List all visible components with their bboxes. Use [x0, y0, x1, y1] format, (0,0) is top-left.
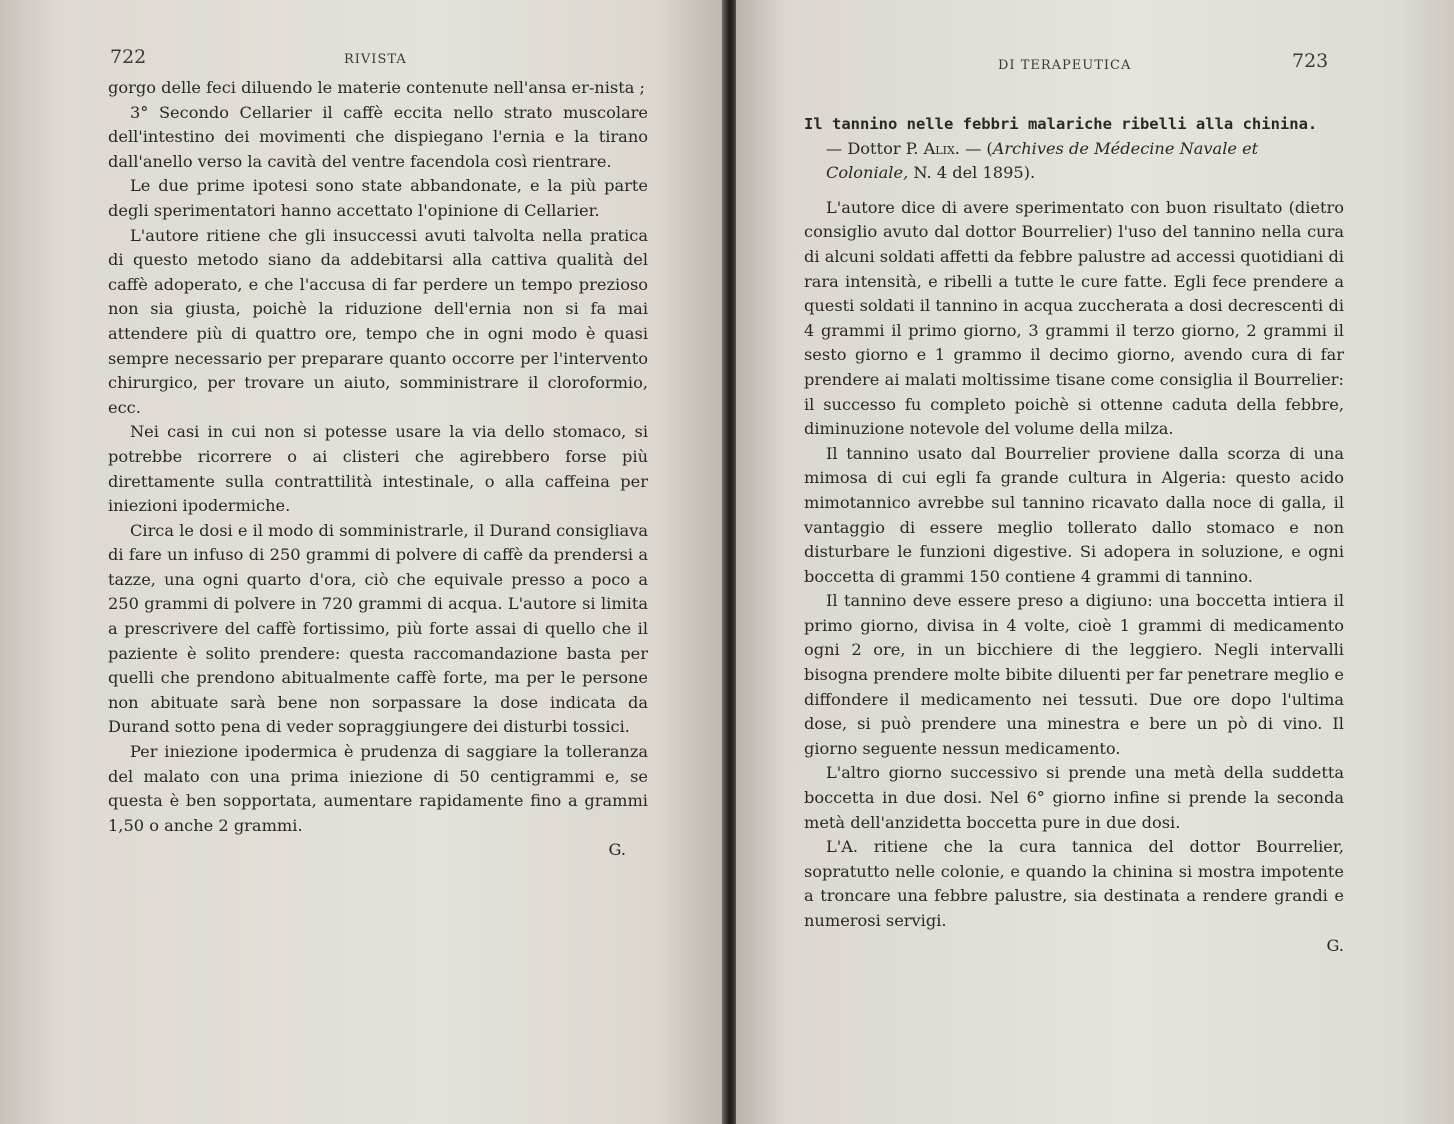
right-running-head: DI TERAPEUTICA — [998, 58, 1132, 73]
paragraph: L'autore ritiene che gli insuccessi avuti talvolta nella pratica di questo metodo siano da addebitarsi alla cattiva qualità del caffè adoperato, e che l'accusa di far perdere un tempo prezioso non sia giusta, poichè la riduzione dell'ernia non si fa mai attendere più di quattro ore, tempo che in ogni modo è quasi sempre necessario per preparare quanto occorre per l'intervento chirurgico, per trovare un aiuto, somministrare il cloroformio, ecc. — [108, 225, 648, 417]
byline-source: Archives de Médecine Navale et Coloniale, — [826, 138, 1259, 183]
paragraph: Il tannino usato dal Bourrelier proviene dalla scorza di una mimosa di cui egli fa grande cultura in Algeria: questo acido mimotannico avrebbe sul tannino ricavato dalla noce di galla, il vantaggio di essere meglio tollerato dallo stomaco e non disturbare le funzioni digestive. Si adopera in soluzione, e ogni boccetta di grammi 150 contiene 4 grammi di tannino. — [804, 443, 1344, 586]
left-page-number: 722 — [110, 46, 147, 68]
paragraph: Circa le dosi e il modo di somministrarle, il Durand consigliava di fare un infuso di 250 grammi di polvere di caffè da prendersi a tazze, una ogni quarto d'ora, ciò che equivale presso a poco a 250 grammi di polvere in 720 grammi di acqua. L'autore si limita a prescrivere del caffè fortissimo, più forte assai di quello che il paziente è solito prendere: questa raccomandazione basta per quelli che prendono abitualmente caffè forte, ma per le persone non abituate sarà bene non sorpassare la dose indicata da Durand sotto pena di veder sopraggiungere dei disturbi tossici. — [108, 520, 648, 737]
right-text-column — [804, 112, 1344, 958]
left-text-column — [108, 76, 648, 863]
article-header — [804, 112, 1344, 186]
byline-author: Alix — [923, 138, 955, 158]
byline-suffix: N. 4 del 1895). — [908, 163, 1036, 183]
signature: G. — [1326, 935, 1344, 955]
left-running-head: RIVISTA — [344, 52, 407, 67]
paragraph: L'altro giorno successivo si prende una metà della suddetta boccetta in due dosi. Nel 6° giorno infine si prende la seconda metà dell'anzidetta boccetta pure in due dosi. — [804, 763, 1344, 832]
paragraph: Nei casi in cui non si potesse usare la via dello stomaco, si potrebbe ricorrere o ai clisteri che agirebbero forse più direttamente sulla contrattilità intestinale, o alla caffeina per iniezioni ipodermiche. — [108, 422, 648, 516]
right-page — [736, 0, 1454, 1124]
signature: G. — [608, 840, 626, 860]
paragraph: L'A. ritiene che la cura tannica del dottor Bourrelier, sopratutto nelle colonie, e quando la chinina si mostra impotente a troncare una febbre palustre, sia destinata a rendere grandi e numerosi servigi. — [804, 837, 1344, 930]
paragraph: Per iniezione ipodermica è prudenza di saggiare la tolleranza del malato con una prima iniezione di 50 centigrammi e, se questa è ben sopportata, aumentare rapidamente fino a grammi 1,50 o anche 2 grammi. — [108, 742, 648, 835]
paragraph: gorgo delle feci diluendo le materie contenute nell'ansa er-nista ; — [108, 78, 645, 97]
byline-prefix: — Dottor P. — [826, 138, 924, 158]
article-title: Il tannino nelle febbri malariche ribelli alla chinina. — [804, 115, 1318, 133]
article-byline — [804, 137, 1344, 186]
right-page-number: 723 — [1292, 50, 1329, 72]
paragraph: 3° Secondo Cellarier il caffè eccita nello strato muscolare dell'intestino dei movimenti che dispiegano l'ernia e la tirano dall'anello verso la cavità del ventre facendola così rientrare. — [108, 102, 648, 171]
paragraph: Le due prime ipotesi sono state abbandonate, e la più parte degli sperimentatori hanno accettato l'opinione di Cellarier. — [108, 176, 648, 220]
paragraph: L'autore dice di avere sperimentato con buon risultato (dietro consiglio avuto dal dottor Bourrelier) l'uso del tannino nella cura di alcuni soldati affetti da febbre palustre ad accessi quotidiani di rara intensità, e ribelli a tutte le cure fatte. Egli fece prendere a questi soldati il tannino in acqua zuccherata a dosi decrescenti di 4 grammi il primo giorno, 3 grammi il terzo giorno, 2 grammi il sesto giorno e 1 grammo il decimo giorno, avendo cura di far prendere ai malati moltissime tisane come consiglia il Bourrelier: il successo fu completo poichè si ottenne caduta della febbre, diminuzione notevole del volume della milza. — [804, 197, 1344, 439]
paragraph: Il tannino deve essere preso a digiuno: una boccetta intiera il primo giorno, divisa in 4 volte, cioè 1 grammi di medicamento ogni 2 ore, in un bicchiere di the leggiero. Negli intervalli bisogna prendere molte bibite diluenti per far penetrare meglio e diffondere il medicamento nei tessuti. Due ore dopo l'ultima dose, si può prendere una minestra e bere un pò di vino. Il giorno seguente nessun medicamento. — [804, 591, 1344, 758]
byline-separator: . — ( — [954, 138, 993, 158]
